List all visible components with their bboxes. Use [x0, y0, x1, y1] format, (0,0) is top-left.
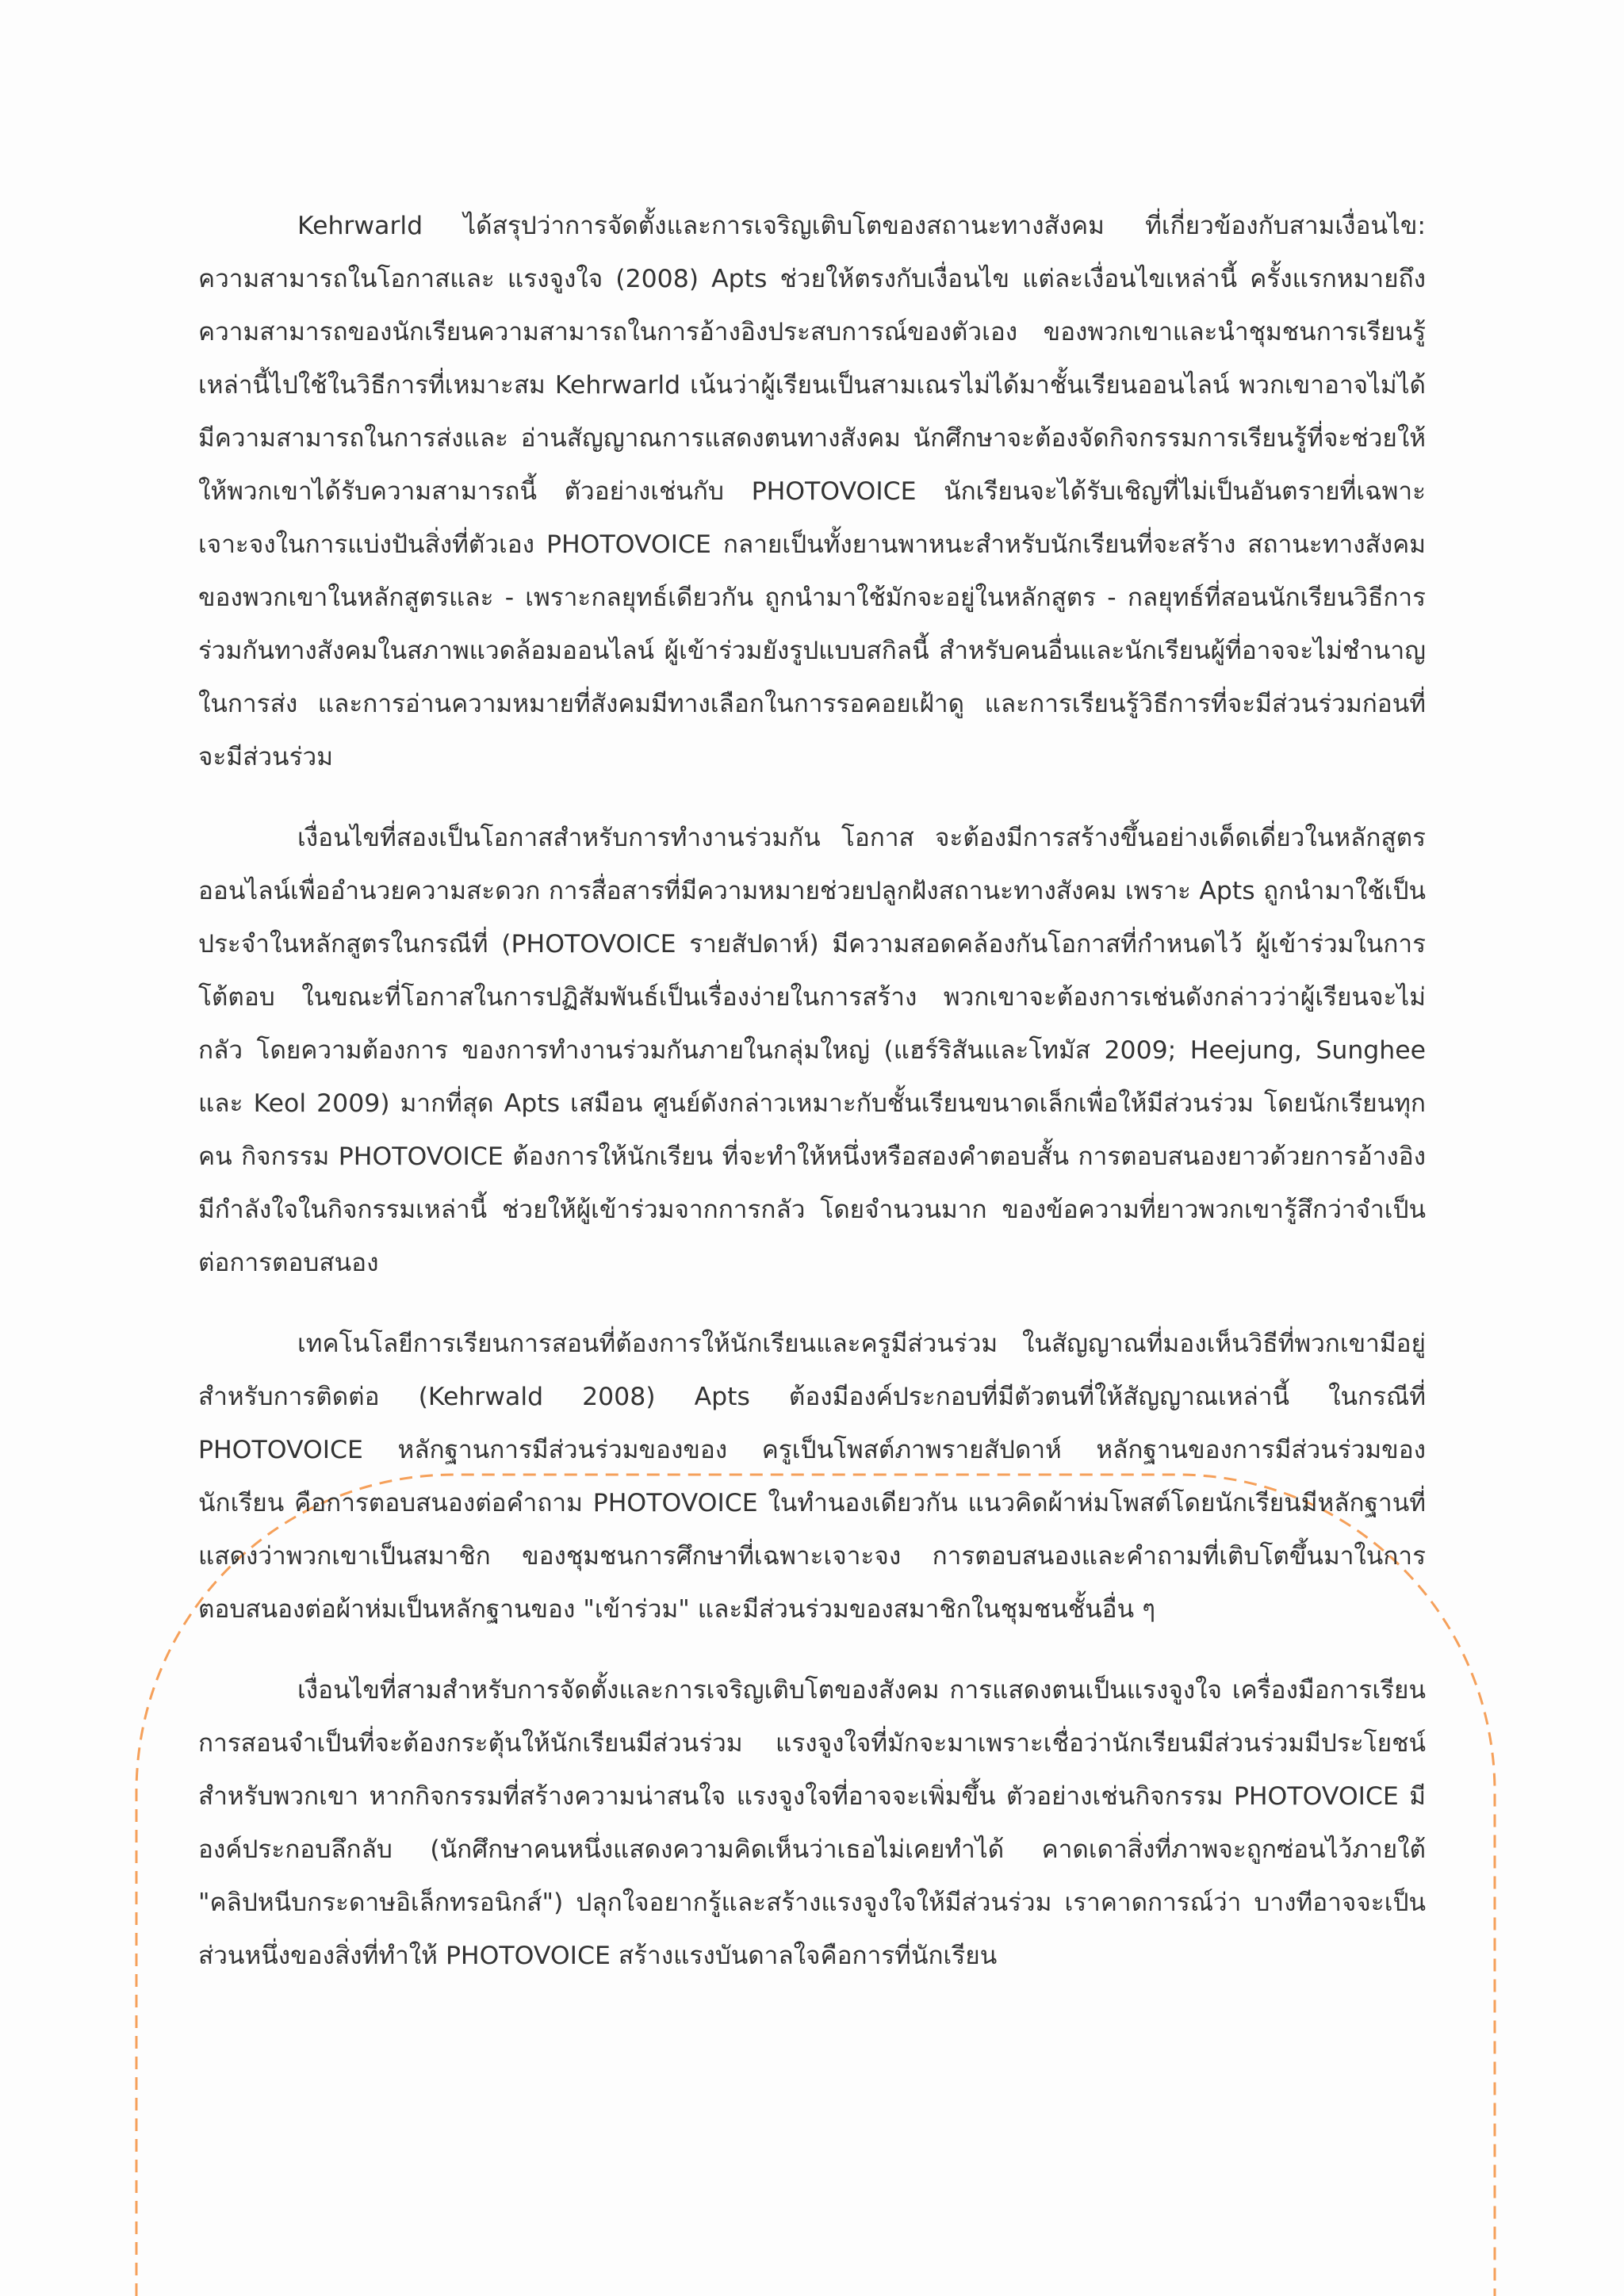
paragraph-1: Kehrwarld ได้สรุปว่าการจัดตั้งและการเจริญเติบโตของสถานะทางสังคม ที่เกี่ยวข้องกับสามเงื่อนไข: ความสามารถในโอกาสและ แรงจูงใจ (2008) Apts ช่วยให้ตรงกับเงื่อนไข แต่ละเงื่อนไขเหล่านี้ ครั้งแรกหมายถึงความสามารถของนักเรียนความสามารถในการอ้างอิงประสบการณ์ของตัวเอง ของพวกเขาและนำชุมชนการเรียนรู้เหล่านี้ไปใช้ในวิธีการที่เหมาะสม Kehrwarld เน้นว่าผู้เรียนเป็นสามเณรไม่ได้มาชั้นเรียนออนไลน์ พวกเขาอาจไม่ได้มีความสามารถในการส่งและ อ่านสัญญาณการแสดงตนทางสังคม นักศึกษาจะต้องจัดกิจกรรมการเรียนรู้ที่จะช่วยให้ ให้พวกเขาได้รับความสามารถนี้ ตัวอย่างเช่นกับ PHOTOVOICE นักเรียนจะได้รับเชิญที่ไม่เป็นอันตรายที่เฉพาะเจาะจงในการแบ่งปันสิ่งที่ตัวเอง PHOTOVOICE กลายเป็นทั้งยานพาหนะสำหรับนักเรียนที่จะสร้าง สถานะทางสังคมของพวกเขาในหลักสูตรและ - เพราะกลยุทธ์เดียวกัน ถูกนำมาใช้มักจะอยู่ในหลักสูตร - กลยุทธ์ที่สอนนักเรียนวิธีการ ร่วมกันทางสังคมในสภาพแวดล้อมออนไลน์ ผู้เข้าร่วมยังรูปแบบสกิลนี้ สำหรับคนอื่นและนักเรียนผู้ที่อาจจะไม่ชำนาญในการส่ง และการอ่านความหมายที่สังคมมีทางเลือกในการรอคอยเฝ้าดู และการเรียนรู้วิธีการที่จะมีส่วนร่วมก่อนที่จะมีส่วนร่วม — [198, 212, 1426, 771]
paragraph-3: เทคโนโลยีการเรียนการสอนที่ต้องการให้นักเรียนและครูมีส่วนร่วม ในสัญญาณที่มองเห็นวิธีที่พวกเขามีอยู่สำหรับการติดต่อ (Kehrwald 2008) Apts ต้องมีองค์ประกอบที่มีตัวตนที่ให้สัญญาณเหล่านี้ ในกรณีที่ PHOTOVOICE หลักฐานการมีส่วนร่วมของของ ครูเป็นโพสต์ภาพรายสัปดาห์ หลักฐานของการมีส่วนร่วมของนักเรียน คือการตอบสนองต่อคำถาม PHOTOVOICE ในทำนองเดียวกัน แนวคิดผ้าห่มโพสต์โดยนักเรียนมีหลักฐานที่แสดงว่าพวกเขาเป็นสมาชิก ของชุมชนการศึกษาที่เฉพาะเจาะจง การตอบสนองและคำถามที่เติบโตขึ้นมาในการตอบสนองต่อผ้าห่มเป็นหลักฐานของ "เข้าร่วม" และมีส่วนร่วมของสมาชิกในชุมชนชั้นอื่น ๆ — [198, 1330, 1426, 1624]
paragraph-4: เงื่อนไขที่สามสำหรับการจัดตั้งและการเจริญเติบโตของสังคม การแสดงตนเป็นแรงจูงใจ เครื่องมือการเรียนการสอนจำเป็นที่จะต้องกระตุ้นให้นักเรียนมีส่วนร่วม แรงจูงใจที่มักจะมาเพราะเชื่อว่านักเรียนมีส่วนร่วมมีประโยชน์สำหรับพวกเขา หากกิจกรรมที่สร้างความน่าสนใจ แรงจูงใจที่อาจจะเพิ่มขึ้น ตัวอย่างเช่นกิจกรรม PHOTOVOICE มีองค์ประกอบลึกลับ (นักศึกษาคนหนึ่งแสดงความคิดเห็นว่าเธอไม่เคยทำได้ คาดเดาสิ่งที่ภาพจะถูกซ่อนไว้ภายใต้ "คลิปหนีบกระดาษอิเล็กทรอนิกส์") ปลุกใจอยากรู้และสร้างแรงจูงใจให้มีส่วนร่วม เราคาดการณ์ว่า บางทีอาจจะเป็นส่วนหนึ่งของสิ่งที่ทำให้ PHOTOVOICE สร้างแรงบันดาลใจคือการที่นักเรียน — [198, 1676, 1426, 1970]
document-body — [198, 200, 1426, 1983]
paragraph-2: เงื่อนไขที่สองเป็นโอกาสสำหรับการทำงานร่วมกัน โอกาส จะต้องมีการสร้างขึ้นอย่างเด็ดเดี่ยวในหลักสูตรออนไลน์เพื่ออำนวยความสะดวก การสื่อสารที่มีความหมายช่วยปลูกฝังสถานะทางสังคม เพราะ Apts ถูกนำมาใช้เป็นประจำในหลักสูตรในกรณีที่ (PHOTOVOICE รายสัปดาห์) มีความสอดคล้องกันโอกาสที่กำหนดไว้ ผู้เข้าร่วมในการโต้ตอบ ในขณะที่โอกาสในการปฏิสัมพันธ์เป็นเรื่องง่ายในการสร้าง พวกเขาจะต้องการเช่นดังกล่าวว่าผู้เรียนจะไม่กลัว โดยความต้องการ ของการทำงานร่วมกันภายในกลุ่มใหญ่ (แฮร์ริสันและโทมัส 2009; Heejung, Sunghee และ Keol 2009) มากที่สุด Apts เสมือน ศูนย์ดังกล่าวเหมาะกับชั้นเรียนขนาดเล็กเพื่อให้มีส่วนร่วม โดยนักเรียนทุกคน กิจกรรม PHOTOVOICE ต้องการให้นักเรียน ที่จะทำให้หนึ่งหรือสองคำตอบสั้น การตอบสนองยาวด้วยการอ้างอิง มีกำลังใจในกิจกรรมเหล่านี้ ช่วยให้ผู้เข้าร่วมจากการกลัว โดยจำนวนมาก ของข้อความที่ยาวพวกเขารู้สึกว่าจำเป็นต่อการตอบสนอง — [198, 824, 1426, 1277]
